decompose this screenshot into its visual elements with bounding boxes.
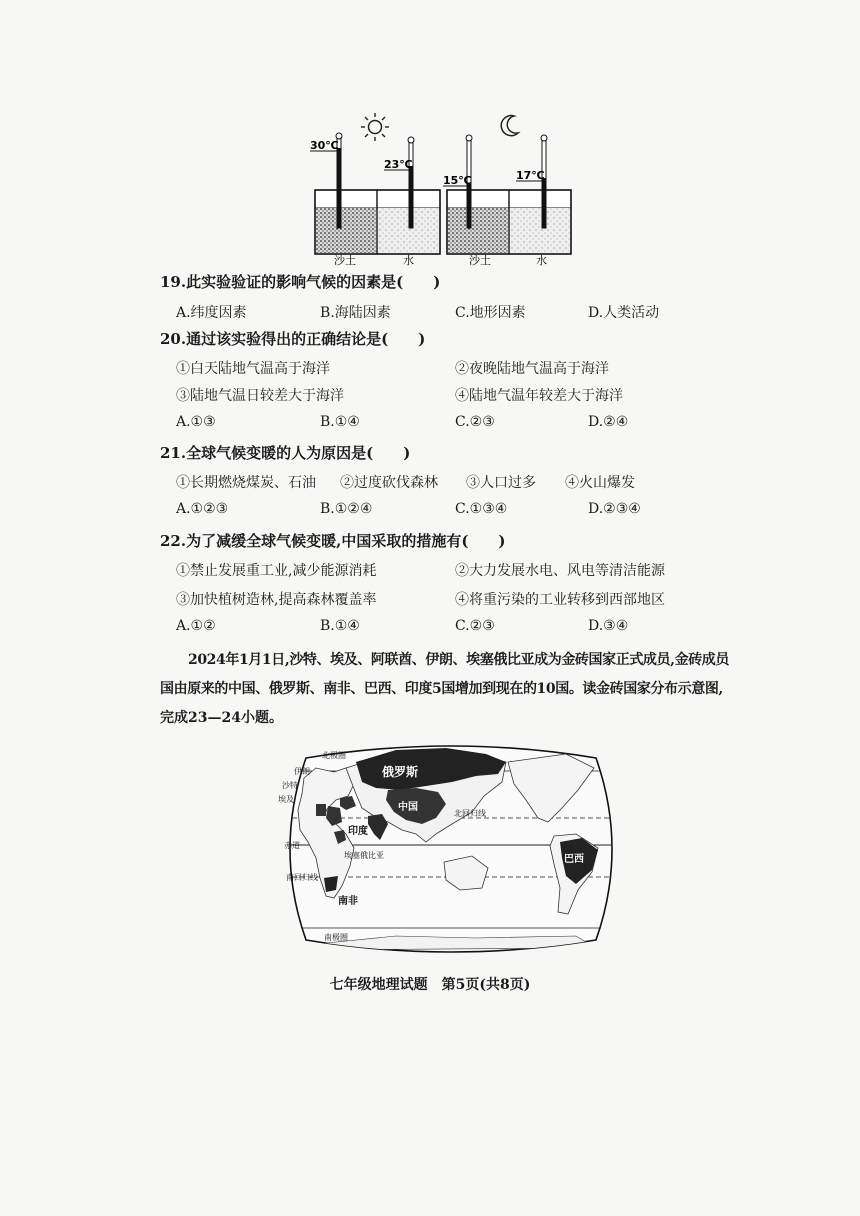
night-sand-label: 沙土 — [469, 254, 491, 267]
q20-option-c[interactable]: C.②③ — [455, 414, 495, 430]
brics-world-map — [276, 738, 626, 960]
label-egypt: 埃及 — [278, 795, 294, 804]
q20-option-d[interactable]: D.②④ — [588, 414, 629, 430]
q21-statement-1: ①长期燃烧煤炭、石油 — [176, 475, 316, 491]
q19-option-d[interactable]: D.人类活动 — [588, 305, 660, 321]
q22-statement-3: ③加快植树造林,提高森林覆盖率 — [176, 592, 377, 608]
q20-statement-2: ②夜晚陆地气温高于海洋 — [455, 361, 609, 377]
question-20-stem: 20.通过该实验得出的正确结论是( ) — [160, 330, 426, 348]
label-north-polar: 北极圈 — [322, 751, 346, 760]
label-ethiopia: 埃塞俄比亚 — [344, 851, 384, 860]
q20-statement-3: ③陆地气温日较差大于海洋 — [176, 388, 344, 404]
moon-icon — [501, 116, 518, 136]
page-footer: 七年级地理试题 第5页(共8页) — [329, 977, 531, 993]
label-tropic-capricorn: 南回归线 — [286, 873, 318, 882]
q22-option-c[interactable]: C.②③ — [455, 618, 495, 634]
egypt-shape — [316, 804, 326, 816]
q20-statement-1: ①白天陆地气温高于海洋 — [176, 361, 330, 377]
q19-option-a[interactable]: A.纬度因素 — [176, 305, 247, 321]
day-sand-label: 沙土 — [334, 254, 356, 267]
q22-statement-4: ④将重污染的工业转移到西部地区 — [455, 592, 665, 608]
question-19-stem: 19.此实验验证的影响气候的因素是( ) — [160, 273, 441, 291]
q20-option-b[interactable]: B.①④ — [320, 414, 360, 430]
label-iran: 伊朗 — [294, 767, 310, 776]
q21-statement-4: ④火山爆发 — [565, 475, 635, 491]
q20-statement-4: ④陆地气温年较差大于海洋 — [455, 388, 623, 404]
question-22-stem: 22.为了减缓全球气候变暖,中国采取的措施有( ) — [160, 532, 506, 550]
day-water-label: 水 — [403, 254, 414, 267]
label-india: 印度 — [348, 826, 368, 837]
q20-option-a[interactable]: A.①③ — [176, 414, 216, 430]
q21-option-a[interactable]: A.①②③ — [176, 501, 229, 517]
q22-option-d[interactable]: D.③④ — [588, 618, 629, 634]
q21-option-b[interactable]: B.①②④ — [320, 501, 373, 517]
q19-option-c[interactable]: C.地形因素 — [455, 305, 526, 321]
q22-statement-1: ①禁止发展重工业,减少能源消耗 — [176, 563, 377, 579]
south-africa-shape — [324, 876, 338, 892]
q22-statement-2: ②大力发展水电、风电等清洁能源 — [455, 563, 665, 579]
question-21-stem: 21.全球气候变暖的人为原因是( ) — [160, 444, 411, 462]
label-south-africa: 南非 — [338, 896, 358, 907]
passage-line-1: 2024年1月1日,沙特、埃及、阿联酋、伊朗、埃塞俄比亚成为金砖国家正式成员,金砖成员 — [188, 652, 729, 668]
night-sand-temp: 15℃ — [443, 174, 472, 187]
label-saudi: 沙特 — [282, 781, 298, 790]
q21-statement-3: ③人口过多 — [466, 475, 536, 491]
sun-icon — [361, 113, 389, 141]
label-russia: 俄罗斯 — [382, 765, 419, 779]
q22-option-a[interactable]: A.①② — [176, 618, 216, 634]
label-china: 中国 — [398, 802, 418, 813]
day-water-temp: 23℃ — [384, 158, 413, 171]
day-sand-temp: 30℃ — [310, 139, 339, 152]
q22-option-b[interactable]: B.①④ — [320, 618, 360, 634]
q19-option-b[interactable]: B.海陆因素 — [320, 305, 391, 321]
label-brazil: 巴西 — [564, 854, 584, 865]
q21-statement-2: ②过度砍伐森林 — [340, 475, 438, 491]
night-container — [443, 135, 571, 267]
night-water-label: 水 — [536, 254, 547, 267]
q21-option-c[interactable]: C.①③④ — [455, 501, 508, 517]
label-south-polar: 南极圈 — [324, 933, 348, 942]
q21-option-d[interactable]: D.②③④ — [588, 501, 641, 517]
day-container — [310, 133, 440, 267]
land-sea-experiment-figure — [300, 108, 590, 268]
brics-passage — [160, 646, 729, 733]
label-tropic-cancer: 北回归线 — [454, 809, 486, 818]
night-water-temp: 17℃ — [516, 169, 545, 182]
passage-line-2: 国由原来的中国、俄罗斯、南非、巴西、印度5国增加到现在的10国。读金砖国家分布示意图, — [160, 681, 723, 697]
passage-line-3: 完成23—24小题。 — [160, 710, 283, 726]
label-equator: 赤道 — [284, 841, 300, 850]
